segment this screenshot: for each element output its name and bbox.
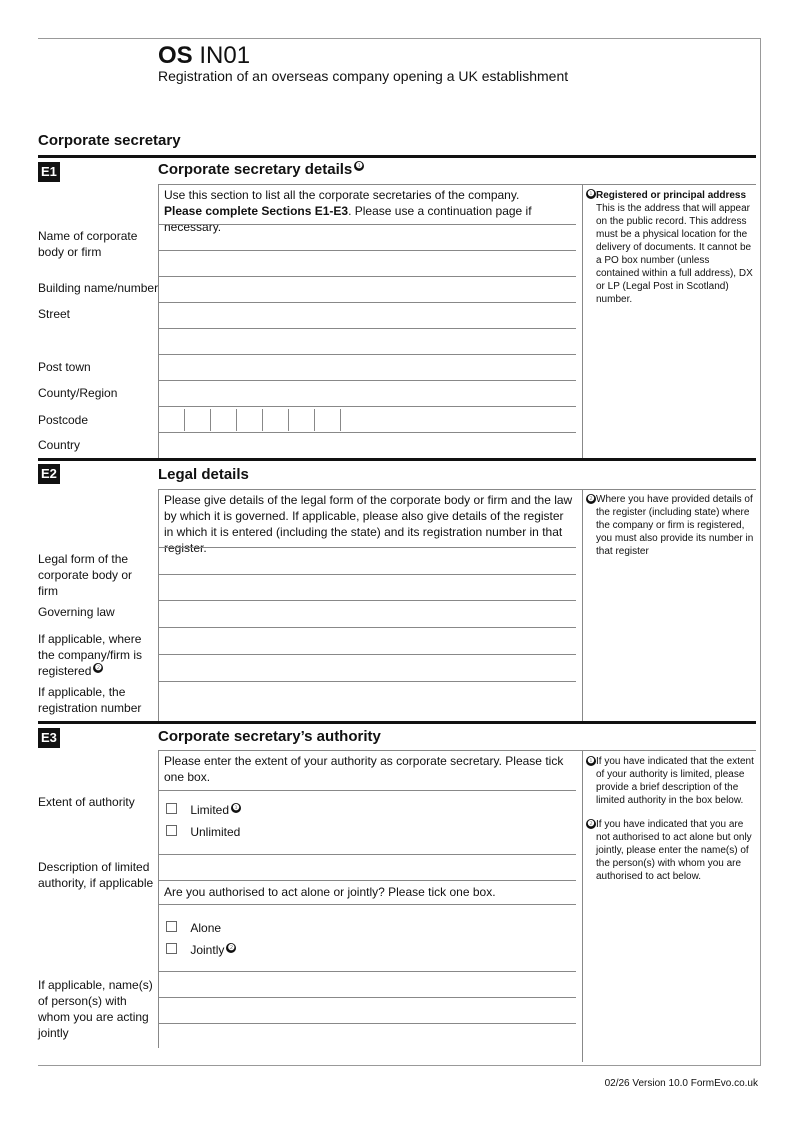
- e1-intro: Use this section to list all the corporate secretaries of the company. Please complete Sections E1-E3. Please use a continuation page if necessary.: [164, 188, 532, 234]
- label-where-registered: If applicable, where the company/firm is registered ❷: [38, 632, 143, 678]
- e2-top-line: [158, 489, 582, 490]
- option-jointly[interactable]: Jointly ❷: [166, 943, 236, 957]
- e3-title: Corporate secretary’s authority: [158, 728, 381, 745]
- postcode-field[interactable]: [158, 407, 368, 431]
- unlimited-checkbox[interactable]: [166, 825, 177, 836]
- names-jointly-line1[interactable]: [159, 972, 575, 996]
- e2-note-top-line: [582, 489, 756, 490]
- name-corporate-body-line2[interactable]: [159, 251, 575, 275]
- e3-intro: Please enter the extent of your authority as corporate secretary. Please tick one box.: [164, 754, 564, 784]
- label-building: Building name/number: [38, 281, 159, 295]
- where-registered-line2[interactable]: [159, 655, 575, 680]
- label-governing-law: Governing law: [38, 605, 115, 619]
- frame-bottom-line: [38, 1065, 761, 1066]
- reg-number-field[interactable]: [159, 682, 575, 707]
- frame-right-line: [760, 38, 761, 1066]
- label-post-town: Post town: [38, 360, 91, 374]
- e2-intro: Please give details of the legal form of the corporate body or firm and the law by which it is governed. If applicable, please also give details of the register in which it is entered (including the state) and its registration number in that register.: [164, 493, 573, 555]
- option-limited[interactable]: Limited ❶: [166, 803, 241, 817]
- form-code: OS IN01: [158, 42, 251, 69]
- e3-line: [158, 904, 576, 905]
- e2-rule: [38, 458, 756, 461]
- limited-checkbox[interactable]: [166, 803, 177, 814]
- question-alone-jointly: Are you authorised to act alone or jointly? Please tick one box.: [164, 885, 496, 899]
- e1-rule: [38, 155, 756, 158]
- e3-badge: E3: [38, 728, 60, 748]
- e1-note-top-line: [582, 184, 756, 185]
- label-name-corporate-body: Name of corporate body or firm: [38, 229, 138, 259]
- alone-checkbox[interactable]: [166, 921, 177, 932]
- label-county: County/Region: [38, 386, 118, 400]
- jointly-checkbox[interactable]: [166, 943, 177, 954]
- e3-note-top-line: [582, 750, 756, 751]
- legal-form-line1[interactable]: [159, 548, 575, 573]
- e1-top-line: [158, 184, 582, 185]
- county-field[interactable]: [159, 381, 575, 405]
- label-legal-form: Legal form of the corporate body or firm: [38, 552, 133, 598]
- option-alone[interactable]: Alone: [166, 921, 221, 935]
- e2-title: Legal details: [158, 466, 249, 483]
- e3-right-border: [582, 750, 583, 1062]
- e3-rule: [38, 721, 756, 724]
- e2-note: ❷ Where you have provided details of the register (including state) where the company or firm is registered, you must also provide its number in that register: [587, 494, 754, 557]
- e3-note-2: ❷ If you have indicated that you are not authorised to act alone but only jointly, please enter the name(s) of the person(s) with whom you are authorised to act below.: [587, 819, 752, 882]
- label-postcode: Postcode: [38, 413, 89, 427]
- e3-line: [158, 880, 576, 881]
- label-names-jointly: If applicable, name(s) of person(s) with whom you are acting jointly: [38, 978, 153, 1040]
- footer-version: 02/26 Version 10.0 FormEvo.co.uk: [604, 1078, 758, 1089]
- names-jointly-line2[interactable]: [159, 998, 575, 1022]
- frame-top-line: [38, 38, 761, 39]
- country-field[interactable]: [159, 433, 575, 457]
- street-field-line1[interactable]: [159, 303, 575, 327]
- names-jointly-line3[interactable]: [159, 1024, 575, 1048]
- where-registered-line1[interactable]: [159, 628, 575, 653]
- form-subtitle: Registration of an overseas company opening a UK establishment: [158, 68, 569, 84]
- e1-right-border: [582, 184, 583, 458]
- e2-badge: E2: [38, 464, 60, 484]
- e1-title: Corporate secretary details ❶: [158, 161, 363, 178]
- e3-line: [158, 790, 576, 791]
- e1-note: ❶Registered or principal address This is the address that will appear on the public record. This address must be a physical location for the delivery of documents. It cannot be a PO box number (unless contained within a full address), DX or LP (Legal Post in Scotland) number.: [587, 189, 753, 305]
- description-limited-field[interactable]: [159, 855, 575, 879]
- label-reg-number: If applicable, the registration number: [38, 685, 142, 715]
- label-extent: Extent of authority: [38, 795, 135, 809]
- e3-note-1: ❶ If you have indicated that the extent of your authority is limited, please provide a brief description of the limited authority in the box below.: [587, 756, 754, 806]
- e2-right-border: [582, 489, 583, 721]
- governing-law-field[interactable]: [159, 601, 575, 626]
- post-town-field[interactable]: [159, 355, 575, 379]
- e3-top-line: [158, 750, 582, 751]
- option-unlimited[interactable]: Unlimited: [166, 825, 240, 839]
- label-street: Street: [38, 307, 71, 321]
- e1-badge: E1: [38, 162, 60, 182]
- label-country: Country: [38, 438, 81, 452]
- legal-form-line2[interactable]: [159, 575, 575, 599]
- name-corporate-body-line1[interactable]: [159, 225, 575, 249]
- building-field[interactable]: [159, 277, 575, 301]
- label-description-limited: Description of limited authority, if applicable: [38, 860, 154, 890]
- street-field-line2[interactable]: [159, 329, 575, 353]
- section-heading: Corporate secretary: [38, 132, 181, 149]
